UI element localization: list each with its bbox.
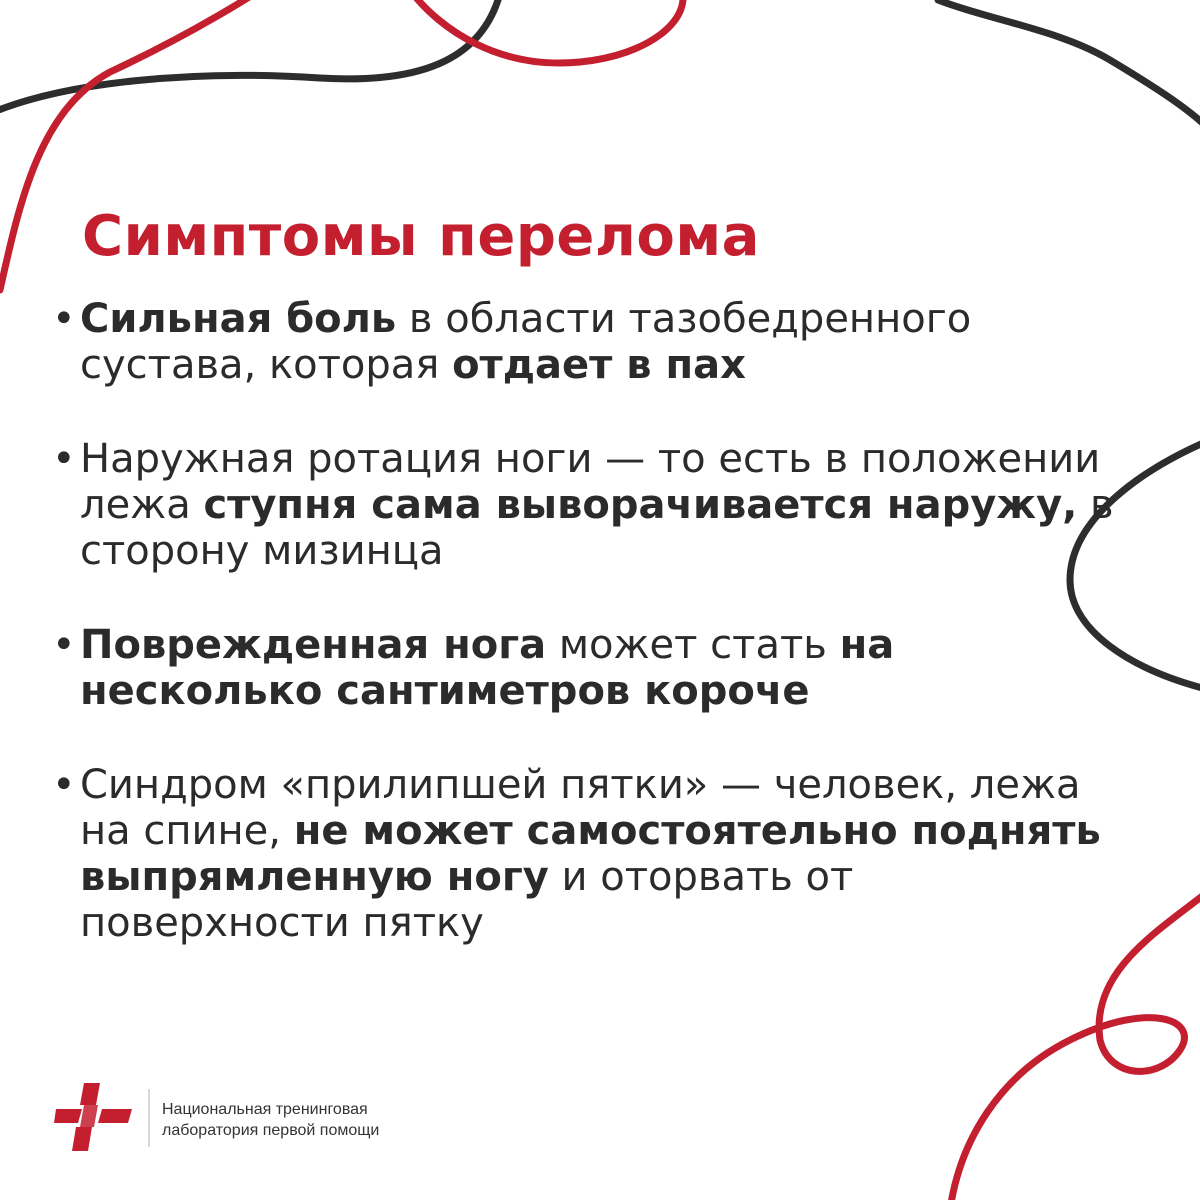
item-text-part: на несколько сантиметров короче bbox=[80, 622, 895, 714]
bullet-icon: • bbox=[52, 296, 76, 342]
item-text-part: Наружная ротация ноги — то есть в положении лежа bbox=[80, 436, 1101, 528]
list-item-text bbox=[80, 622, 1128, 714]
list-item bbox=[48, 622, 1128, 714]
organization-name-line1: Национальная тренинговая bbox=[162, 1101, 368, 1118]
item-text-part: Сильная боль bbox=[80, 296, 397, 342]
list-item-text bbox=[80, 762, 1128, 946]
dark-curve-top-right bbox=[938, 0, 1200, 130]
page-title: Симптомы перелома bbox=[82, 204, 760, 269]
dark-curve-top bbox=[0, 0, 498, 118]
list-item bbox=[48, 762, 1128, 946]
red-loop-top bbox=[410, 0, 683, 63]
symptom-list bbox=[48, 296, 1128, 946]
item-text-part: отдает в пах bbox=[452, 342, 746, 388]
item-text-part: ступня сама выворачивается наружу, bbox=[203, 482, 1078, 528]
bullet-icon: • bbox=[52, 622, 76, 668]
item-text-part: Поврежденная нога bbox=[80, 622, 547, 668]
list-item bbox=[48, 436, 1128, 574]
item-text-part: и оторвать от поверхности пятку bbox=[80, 854, 854, 946]
organization-name-line2: лаборатория первой помощи bbox=[162, 1122, 380, 1139]
bullet-icon: • bbox=[52, 436, 76, 482]
item-text-part: в сторону мизинца bbox=[80, 482, 1114, 574]
bullet-icon: • bbox=[52, 762, 76, 808]
list-item-text bbox=[80, 296, 1128, 388]
item-text-part: в области тазобедренного сустава, которая bbox=[80, 296, 972, 388]
item-text-part: Синдром «прилипшей пятки» — человек, лежа на спине, bbox=[80, 762, 1081, 854]
organization-name bbox=[162, 1099, 462, 1141]
item-text-part: может стать bbox=[546, 622, 840, 668]
list-item bbox=[48, 296, 1128, 388]
list-item-text bbox=[80, 436, 1128, 574]
red-curve-left-edge bbox=[41, 100, 70, 250]
item-text-part: не может самостоятельно поднять выпрямленную ногу bbox=[80, 808, 1101, 900]
red-cross-logo-icon bbox=[54, 1081, 132, 1153]
footer-divider bbox=[148, 1089, 150, 1147]
